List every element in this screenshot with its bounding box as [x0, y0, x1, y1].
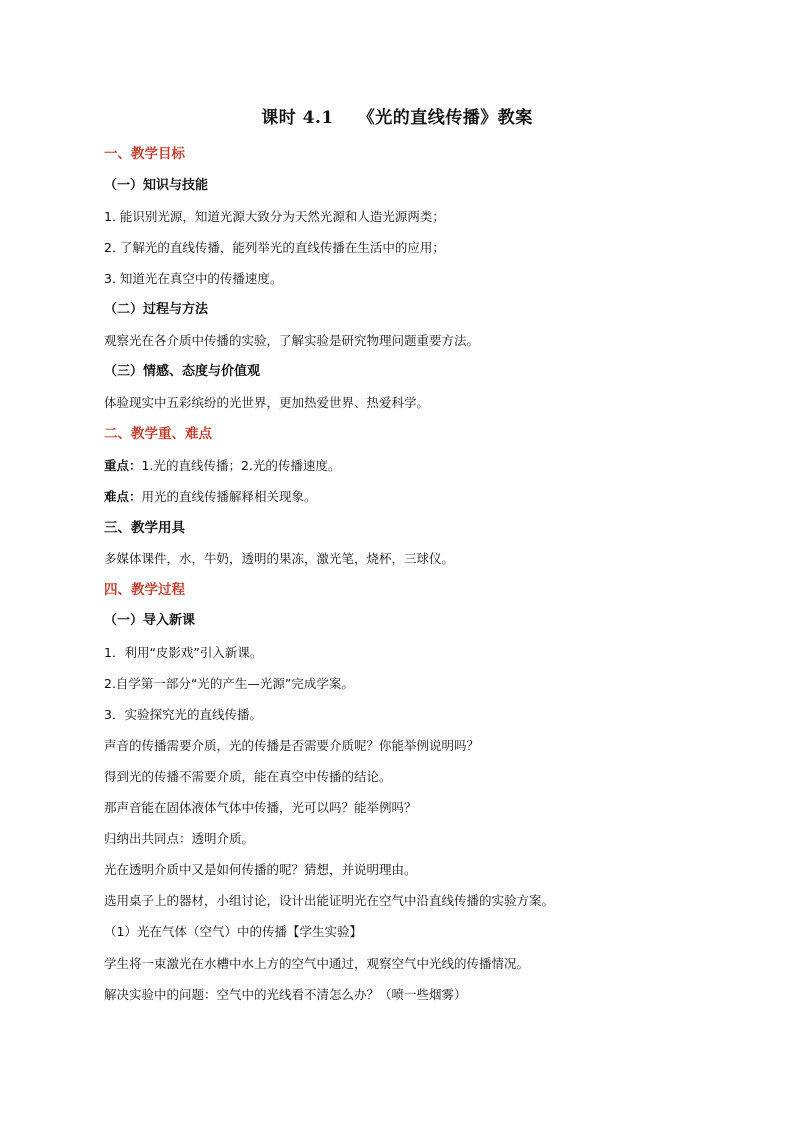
- paragraph: 那声音能在固体液体气体中传播，光可以吗？能举例吗？: [104, 800, 417, 815]
- paragraph: 光在透明介质中又是如何传播的呢？猜想，并说明理由。: [104, 862, 417, 877]
- key-point-label: 重点：: [104, 458, 142, 473]
- paragraph: 选用桌子上的器材，小组讨论，设计出能证明光在空气中沿直线传播的实验方案。: [104, 893, 555, 908]
- paragraph: 解决实验中的问题：空气中的光线看不清怎么办？（喷一些烟雾）: [104, 987, 467, 1002]
- difficult-point-text: 用光的直线传播解释相关现象。: [141, 489, 317, 504]
- paragraph: 体验现实中五彩缤纷的光世界，更加热爱世界、热爱科学。: [104, 395, 430, 410]
- section-heading-key-points: 二、教学重、难点: [104, 426, 212, 442]
- subsection-heading-process: （二）过程与方法: [104, 302, 209, 317]
- paragraph: 声音的传播需要介质，光的传播是否需要介质呢？你能举例说明吗？: [104, 738, 480, 753]
- paragraph: 1．利用“皮影戏”引入新课。: [104, 645, 263, 660]
- paragraph: 3．实验探究光的直线传播。: [104, 707, 262, 722]
- paragraph: 1. 能识别光源，知道光源大致分为天然光源和人造光源两类；: [104, 209, 445, 224]
- paragraph: 多媒体课件，水，牛奶，透明的果冻，激光笔，烧杯，三球仪。: [104, 551, 455, 566]
- section-heading-procedure: 四、教学过程: [104, 582, 185, 598]
- subsection-heading-attitude: （三）情感、态度与价值观: [104, 364, 261, 379]
- key-point-text: 1.光的直线传播；2.光的传播速度。: [141, 458, 341, 473]
- paragraph: （1）光在气体（空气）中的传播【学生实验】: [104, 924, 362, 939]
- difficult-point-label: 难点：: [104, 489, 142, 504]
- document-title: [0, 106, 794, 130]
- paragraph: 归纳出共同点：透明介质。: [104, 831, 255, 846]
- subsection-heading-knowledge: （一）知识与技能: [104, 178, 209, 193]
- lesson-number: 课时 4.1: [261, 108, 334, 128]
- paragraph: 2.自学第一部分“光的产生—光源”完成学案。: [104, 676, 354, 691]
- lesson-title: 《光的直线传播》教案: [357, 108, 533, 128]
- paragraph: 2. 了解光的直线传播，能列举光的直线传播在生活中的应用；: [104, 240, 445, 255]
- paragraph: 学生将一束激光在水槽中水上方的空气中通过，观察空气中光线的传播情况。: [104, 956, 530, 971]
- section-heading-materials: 三、教学用具: [104, 520, 185, 536]
- paragraph: 3. 知道光在真空中的传播速度。: [104, 271, 283, 286]
- subsection-heading-introduction: （一）导入新课: [104, 613, 196, 628]
- paragraph: 观察光在各介质中传播的实验，了解实验是研究物理问题重要方法。: [104, 333, 480, 348]
- paragraph-difficult-point: [104, 488, 317, 506]
- paragraph-key-point: [104, 457, 340, 475]
- section-heading-objectives: 一、教学目标: [104, 146, 185, 162]
- paragraph: 得到光的传播不需要介质，能在真空中传播的结论。: [104, 769, 392, 784]
